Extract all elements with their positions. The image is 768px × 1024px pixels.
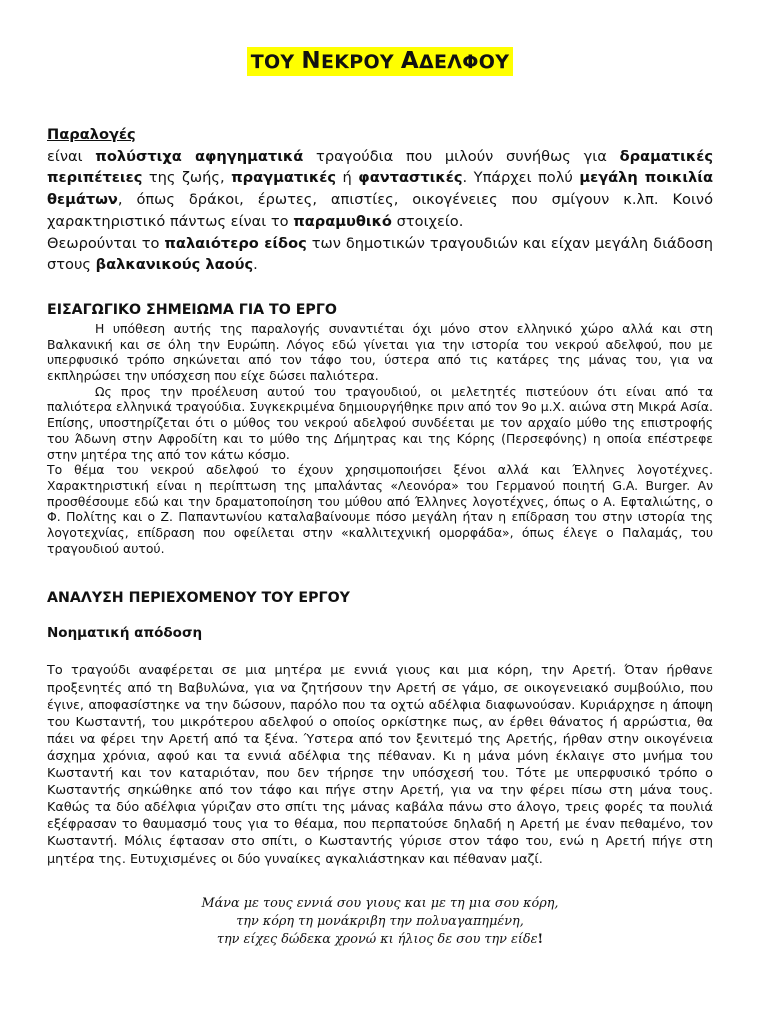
poem-line-text: την είχες δώδεκα χρονώ κι ήλιος δε σου την είδε [216, 932, 538, 948]
intro-definition [47, 146, 713, 233]
title-part: ΤΟΥ [250, 51, 302, 73]
paragraph: Ως προς την προέλευση αυτού του τραγουδιού, οι μελετητές πιστεύουν ότι είναι από τα παλιότερα ελληνικά τραγούδια. Συγκεκριμένα δημιουργήθηκε πριν από τον 9ο μ.Χ. αιώνα στη Μικρά Ασία. Επίσης, υποστηρίζεται ότι ο μύθος του νεκρού αδελφού συνδέεται με τον αρχαίο μύθο της επιστροφής του Άδωνη στην Αφροδίτη και το μύθο της Δήμητρας και της Κόρης (Περσεφόνης) η οποία επέστρεφε στην μητέρα της από τον κάτω κόσμο. [47, 383, 713, 462]
document-title [247, 47, 514, 76]
section-heading-analysis: ΑΝΑΛΥΣΗ ΠΕΡΙΕΧΟΜΕΝΟΥ ΤΟΥ ΕΡΓΟΥ [47, 590, 350, 607]
intro-bold: βαλκανικούς λαούς [95, 256, 254, 274]
intro-heading: Παραλογές [47, 126, 136, 143]
poem-line [47, 931, 713, 949]
poem-line: Μάνα με τους εννιά σου γιους και με τη μια σου κόρη, [201, 895, 559, 911]
intro-text: . Υπάρχει πολύ [462, 169, 580, 187]
title-part: ΔΕΛΦΟΥ [419, 51, 510, 73]
intro-bold: πολύστιχα αφηγηματικά [95, 147, 304, 165]
title-part: ΕΚΡΟΥ [320, 51, 401, 73]
intro-bold: παραμυθικό [293, 212, 392, 230]
intro-bold: φανταστικές [358, 169, 463, 187]
intro-bold: πραγματικές [231, 169, 336, 187]
intro-text: Θεωρούνται το [47, 234, 165, 252]
paragraph: Το θέμα του νεκρού αδελφού το έχουν χρησιμοποιήσει ξένοι αλλά και Έλληνες λογοτέχνες. Χαρακτηριστική είναι η περίπτωση της μπαλάντας «Λεονόρα» του Γερμανού ποιητή G.A. Burger. Αν προσθέσουμε εδώ και την δραματοποίηση του μύθου από Έλληνες λογοτέχνες, όπως ο Α. Εφταλιώτης, ο Φ. Πολίτης και ο Ζ. Παπαντωνίου καταλαβαίνουμε πόσο μεγάλη ήταν η επίδραση του στην ιστορία της λογοτεχνίας, επίδραση που οφείλεται στην «καλλιτεχνική ομορφάδα», όπως έλεγε ο Παλαμάς, του τραγουδιού αυτού. [47, 462, 713, 556]
intro-text: στοιχείο. [391, 212, 464, 230]
intro-origin [47, 233, 713, 276]
intro-text: ή [336, 169, 359, 187]
intro-text: της ζωής, [142, 169, 232, 187]
section-introduction-body [47, 321, 713, 557]
paragraph: Η υπόθεση αυτής της παραλογής συναντιέται όχι μόνο στον ελληνικό χώρο αλλά και στη Βαλκανική και σε όλη την Ευρώπη. Λόγος εδώ γίνεται για την ιστορία του νεκρού αδελφού, που με υπερφυσικό τρόπο σηκώνεται από τον τάφο του, ύστερα από τις κατάρες της μάνας του, για να εκπληρώσει την υπόσχεση που είχε δώσει παλιότερα. [47, 320, 713, 384]
intro-text: των δημοτικών τραγουδιών και είχαν μεγάλη διάδοση στους [47, 234, 713, 274]
summary-paragraph: Το τραγούδι αναφέρεται σε μια μητέρα με εννιά γιους και μια κόρη, την Αρετή. Όταν ήρθανε προξενητές από τη Βαβυλώνα, για να ζητήσουν την Αρετή σε γάμο, σε οικογενειακό συμβούλιο, που έγινε, αποφασίστηκε να την δώσουν, παρόλο που τα οχτώ αδέλφια διαφωνούσαν. Κυριάρχησε η άποψη του Κωσταντή, του μικρότερου αδελφού ο οποίος ορκίστηκε πως, αν έρθει θάνατος ή αρρώστια, θα πάει να φέρει την Αρετή από τα ξένα. Ύστερα από τον ξενιτεμό της Αρετής, ήρθαν στην οικογένεια άσχημα χρόνια, αφού και τα εννιά αδέλφια της πέθαναν. Κι η μάνα μόνη έκλαιγε στο μνήμα του Κωσταντή και τον καταριόταν, που δεν τήρησε την υπόσχεσή του. Τότε με υπερφυσικό τρόπο ο Κωσταντής σηκώθηκε από τον τάφο και πήγε στην Αρετή, για να την φέρει πίσω στη μάνα τους. Καθώς τα δύο αδέλφια γύριζαν στο σπίτι της μάνας καβάλα πάνω στο άλογο, τρεις φορές τα πουλιά εξέφρασαν το θαυμασμό τους για το θέαμα, που περπατούσε δηλαδή η Αρετή με έναν πεθαμένο, τον Κωσταντή. Μόλις έφτασαν στο σπίτι, ο Κωσταντής γύρισε στον τάφο του, ενώ η Αρετή πήγε στη μητέρα της. Ευτυχισμένες οι δύο γυναίκες αγκαλιάστηκαν και πέθαναν μαζί. [47, 663, 713, 867]
intro-text: . [253, 256, 258, 274]
poem-line: την κόρη τη μονάκριβη την πολυαγαπημένη, [236, 913, 524, 929]
intro-paragraph [47, 124, 713, 276]
poem-exclamation: ! [537, 932, 544, 948]
poem-excerpt [47, 895, 713, 950]
title-block [47, 47, 713, 76]
intro-text: τραγούδια που μιλούν συνήθως για [303, 147, 620, 165]
document-page [47, 0, 713, 949]
intro-text: είναι [47, 147, 96, 165]
intro-bold: παλαιότερο είδος [164, 234, 307, 252]
section-heading-introduction: ΕΙΣΑΓΩΓΙΚΟ ΣΗΜΕΙΩΜΑ ΓΙΑ ΤΟ ΕΡΓΟ [47, 301, 337, 318]
subheading-meaning: Νοηματική απόδοση [47, 625, 203, 642]
intro-text: , όπως δράκοι, έρωτες, απιστίες, οικογένειες που σμίγουν κ.λπ. Κοινό χαρακτηριστικό πάντως είναι το [47, 191, 713, 230]
intro-bold: μεγάλη ποικιλία θεμάτων [47, 169, 713, 209]
title-initial: Α [400, 48, 420, 74]
intro-bold: δραματικές περιπέτειες [47, 147, 713, 187]
title-initial: Ν [301, 48, 321, 74]
